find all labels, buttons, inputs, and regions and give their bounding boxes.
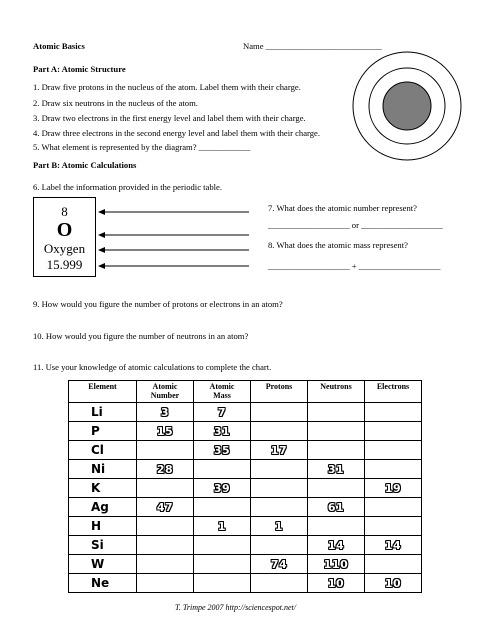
value-cell[interactable] [194,517,251,536]
value-cell[interactable] [137,460,194,479]
value-cell[interactable] [365,479,422,498]
table-row [69,536,422,555]
header-label: Atomic Mass [209,382,235,400]
value-cell[interactable] [137,479,194,498]
cell-value: 39 [213,482,231,495]
cell-value: 35 [213,444,231,457]
name-field-label: Name ___________________________ [243,41,382,51]
nucleus [383,82,431,130]
element-symbol-cell: K [69,479,137,498]
value-cell[interactable] [365,574,422,593]
value-cell[interactable] [194,403,251,422]
value-cell[interactable] [137,536,194,555]
table-row [69,441,422,460]
cell-value: 31 [213,425,231,438]
value-cell[interactable] [365,498,422,517]
value-cell[interactable] [308,517,365,536]
instruction-item: 3. Draw two electrons in the first energy level and label them with their charge. [33,113,306,123]
value-cell[interactable] [251,536,308,555]
element-symbol-cell: Ni [69,460,137,479]
cell-value: 1 [217,520,227,533]
element-symbol-cell: Li [69,403,137,422]
table-header-row [69,381,422,403]
value-cell[interactable] [308,441,365,460]
value-cell[interactable] [194,536,251,555]
cell-value: 15 [156,425,174,438]
table-body [69,403,422,593]
value-cell[interactable] [365,460,422,479]
atomic-number: 8 [61,204,68,219]
value-cell[interactable] [308,460,365,479]
question-6: 6. Label the information provided in the periodic table. [33,182,223,192]
element-name: Oxygen [43,241,86,256]
question-7: 7. What does the atomic number represent? [268,203,417,213]
table-row [69,498,422,517]
table-row [69,517,422,536]
value-cell[interactable] [251,403,308,422]
value-cell[interactable] [194,498,251,517]
instruction-item: 1. Draw five protons in the nucleus of the atom. Label them with their charge. [33,82,301,92]
instruction-item: 5. What element is represented by the diagram? ____________ [33,142,251,152]
value-cell[interactable] [137,498,194,517]
value-cell[interactable] [251,479,308,498]
question-10: 10. How would you figure the number of neutrons in an atom? [33,331,249,341]
question-7-blank: ___________________ or ___________________ [268,220,443,230]
header-label: Neutrons [320,382,352,391]
value-cell[interactable] [194,422,251,441]
value-cell[interactable] [251,517,308,536]
value-cell[interactable] [194,479,251,498]
header-neutrons [308,381,365,403]
table-row [69,479,422,498]
instruction-item: 4. Draw three electrons in the second energy level and label them with their charge. [33,128,320,138]
value-cell[interactable] [194,574,251,593]
cell-value: 31 [327,463,345,476]
question-8-blank: ___________________ + ___________________ [268,261,441,271]
cell-value: 61 [327,501,345,514]
value-cell[interactable] [251,498,308,517]
atomic-chart-table [68,380,422,593]
cell-value: 10 [327,577,345,590]
value-cell[interactable] [308,403,365,422]
element-symbol-cell: Ag [69,498,137,517]
table-row [69,422,422,441]
cell-value: 47 [156,501,174,514]
value-cell[interactable] [308,574,365,593]
element-symbol-cell: Si [69,536,137,555]
value-cell[interactable] [137,517,194,536]
value-cell[interactable] [137,555,194,574]
value-cell[interactable] [365,555,422,574]
cell-value: 1 [274,520,284,533]
value-cell[interactable] [365,422,422,441]
value-cell[interactable] [137,441,194,460]
header-atomic-number [137,381,194,403]
table-row [69,403,422,422]
element-symbol-cell: P [69,422,137,441]
value-cell[interactable] [365,403,422,422]
element-symbol-cell: Ne [69,574,137,593]
label-arrows [96,200,256,280]
atom-diagram [351,50,463,162]
part-b-heading: Part B: Atomic Calculations [33,160,137,170]
value-cell[interactable] [365,441,422,460]
element-symbol-cell: H [69,517,137,536]
value-cell[interactable] [365,536,422,555]
cell-value: 10 [384,577,402,590]
cell-value: 19 [384,482,402,495]
cell-value: 28 [156,463,174,476]
value-cell[interactable] [251,574,308,593]
header-label: Element [88,382,117,391]
periodic-element-box [33,197,96,277]
cell-value: 7 [217,406,227,419]
element-symbol: O [56,219,73,241]
value-cell[interactable] [251,422,308,441]
value-cell[interactable] [251,460,308,479]
value-cell[interactable] [137,403,194,422]
worksheet-title: Atomic Basics [33,41,85,51]
header-label: Atomic Number [150,382,180,400]
header-protons [251,381,308,403]
value-cell[interactable] [308,422,365,441]
value-cell[interactable] [308,555,365,574]
value-cell[interactable] [194,555,251,574]
element-symbol-cell: Cl [69,441,137,460]
cell-value: 3 [160,406,170,419]
atomic-mass: 15.999 [46,257,83,272]
value-cell[interactable] [365,517,422,536]
table-row [69,555,422,574]
part-a-heading: Part A: Atomic Structure [33,64,126,74]
value-cell[interactable] [308,536,365,555]
question-11: 11. Use your knowledge of atomic calculations to complete the chart. [33,362,272,372]
value-cell[interactable] [194,460,251,479]
cell-value: 110 [323,558,349,571]
value-cell[interactable] [194,441,251,460]
cell-value: 14 [384,539,402,552]
footer-credit: T. Trimpe 2007 http://sciencespot.net/ [175,603,296,612]
cell-value: 14 [327,539,345,552]
table-row [69,460,422,479]
table-row [69,574,422,593]
value-cell[interactable] [137,574,194,593]
value-cell[interactable] [308,479,365,498]
header-atomic-mass [194,381,251,403]
value-cell[interactable] [251,441,308,460]
header-electrons [365,381,422,403]
value-cell[interactable] [308,498,365,517]
header-label: Protons [265,382,293,391]
header-label: Electrons [376,382,410,391]
instruction-item: 2. Draw six neutrons in the nucleus of the atom. [33,98,198,108]
question-9: 9. How would you figure the number of protons or electrons in an atom? [33,299,283,309]
header-element [69,381,137,403]
element-symbol-cell: W [69,555,137,574]
cell-value: 74 [270,558,288,571]
cell-value: 17 [270,444,288,457]
value-cell[interactable] [251,555,308,574]
value-cell[interactable] [137,422,194,441]
question-8: 8. What does the atomic mass represent? [268,240,408,250]
